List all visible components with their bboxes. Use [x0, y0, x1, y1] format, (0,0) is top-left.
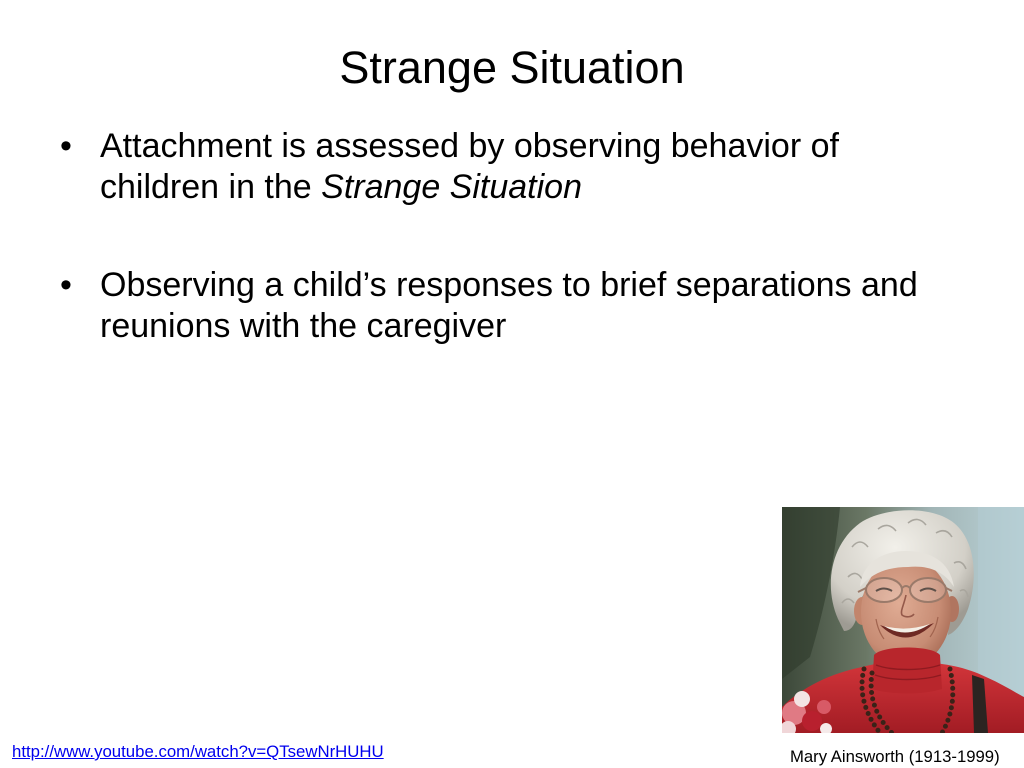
- slide-title: Strange Situation: [339, 42, 685, 93]
- portrait-photo: [782, 507, 1024, 733]
- bullet-item: [60, 126, 940, 208]
- bullet-list: [60, 126, 940, 347]
- bullet-text: Observing a child’s responses to brief separations and reunions with the caregiver: [100, 266, 918, 345]
- bullet-item: [60, 265, 940, 347]
- bullet-marker: •: [60, 266, 72, 304]
- photo-caption: Mary Ainsworth (1913-1999): [790, 747, 1000, 766]
- bullet-text: Attachment is assessed by observing behavior of children in the: [100, 127, 839, 206]
- bullet-marker: •: [60, 127, 72, 165]
- video-link[interactable]: http://www.youtube.com/watch?v=QTsewNrHUHU: [12, 742, 384, 761]
- bullet-emphasis: Strange Situation: [321, 168, 582, 206]
